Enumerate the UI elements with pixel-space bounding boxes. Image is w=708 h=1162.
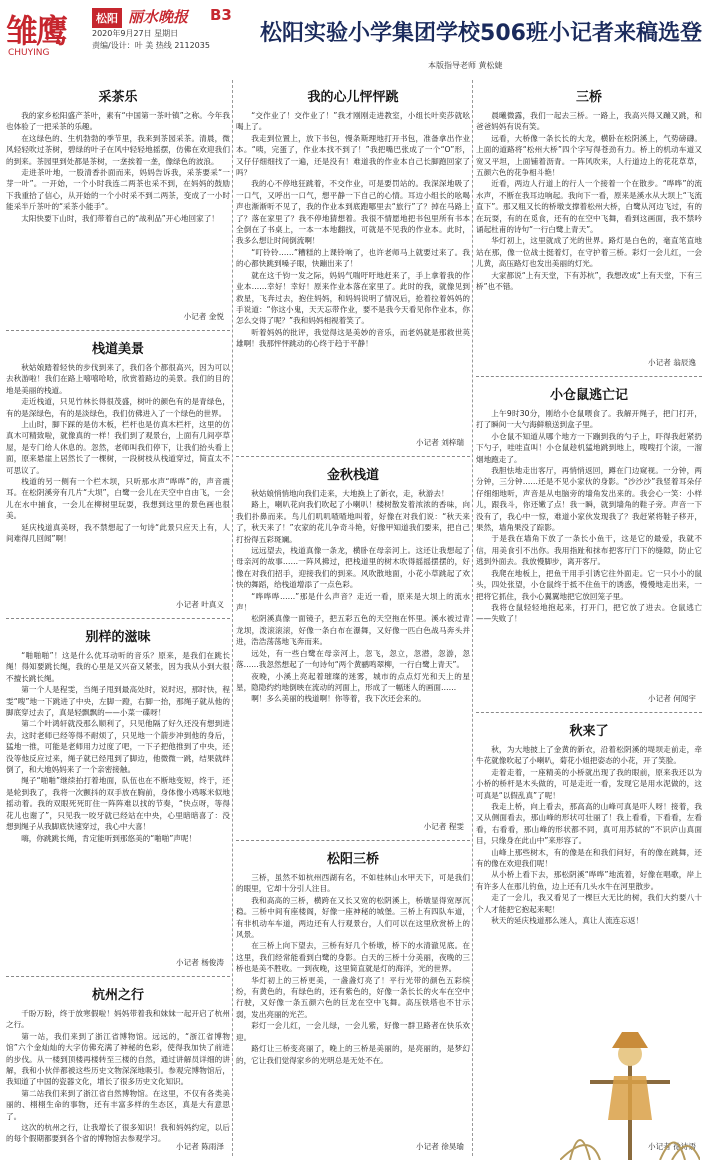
article-paragraph: “叮铃铃……”糟糕的上课铃响了，也许老师马上就要过来了。我的心都快跳到嗓子眼，快蹦出来了！ [236, 247, 470, 269]
article-paragraph: 在三桥上向下望去，三桥有好几个桥墩，桥下的水清澈见底。在这里，我们经常能看到白鹭的身影。白天的三桥十分美丽，夜晚的三桥也是美不胜收。一到夜晚，这里简直就是灯的海洋，光的世界。 [236, 941, 470, 974]
article-jin-qiu-zhan-dao [236, 458, 470, 836]
article-paragraph: 我走到位置上，放下书包，慢条斯理地打开书包，准备拿出作业本。“咦，完蛋了，作业本找不到了！”我把嘴巴张成了一个“O”形，又仔仔细细找了一遍，还是没有！难道我的作业本自己长脚跑回家了吗？ [236, 133, 470, 178]
article-paragraph: 大家都说“上有天堂，下有苏杭”，我想改成“上有天堂，下有三桥”也不错。 [476, 270, 702, 292]
column-2 [236, 80, 470, 1156]
article-byline: 小记者 徐诗语 [648, 1142, 696, 1151]
article-byline: 小记者 翁辰逸 [648, 358, 696, 367]
article-bie-yang-de-zi-wei [6, 620, 230, 972]
article-paragraph: 路上，喇叭花向我们吹起了小喇叭！楼树散发着浓浓的香味，向我们扑鼻而来。鸟儿们叽叽喳喳地叫着，好像在对我们说：“秋天来了，秋天来了！”农家的花儿争奇斗艳，好像甲知道我们要来，把自己打扮得五彩斑斓。 [236, 500, 470, 544]
article-paragraph: 我爬在地板上，把鱼干用手引诱它往外面走。它一只小小的鼠头，四处张望，小仓鼠终于抵不住鱼干的诱惑，慢慢地走出来，一把将它抓住，我小心翼翼地把它放回笼子里。 [476, 568, 702, 601]
article-paragraph: 远看，大桥像一条长长的大龙，横卧在松阴溪上，气势磅礴。上面的道路将“松州大桥”四个字写得苍劲有力。桥上的机动车道又宽又平坦，上面铺着沥青。一阵风吹来，人行道边上的花花草草，五颜六色的花争相斗艳！ [476, 133, 702, 178]
article-paragraph: 我的家乡松阳盛产茶叶，素有“中国第一茶叶镇”之称。今年我也体验了一把采茶的乐趣。 [6, 111, 230, 132]
article-paragraph: 上午9时30分，刚给小仓鼠喂食了。我解开绳子，把门打开，打了瞬间一大勺海鲜粮送到盒子里。 [476, 409, 702, 430]
logo-text: 雏鹰 [6, 12, 67, 50]
column-3 [476, 80, 702, 1156]
article-paragraph: 栈道的另一侧有一个栏木坝，只听那水声“哗哗”的，声音震耳。在松阴溪旁有几片“大坝”，白鹭一会儿在天空中自由飞，一会儿在水中捕食，一会儿在柳树里玩耍，我想到这里的景色画也很美。 [6, 477, 230, 521]
article-paragraph: 秋姑娘踏着轻快的步伐到来了，我们各个都很高兴，因为可以去秋游啦！我们在路上嘻嘻哈哈，欣赏着路边的美景。我们的目的地是美丽的栈道。 [6, 363, 230, 395]
page-header [0, 0, 708, 70]
article-xiao-cang-shu-tao-wang-ji [476, 378, 702, 708]
article-paragraph: 第一个人是程雯，当绳子甩到最高处时，说时迟，那时快，程雯“嗖”地一下跳进了中央，左脚一蹬，右脚一抬，那绳子就从他的脚底穿过去了，真是轻飘飘的——小菜一碟呀！ [6, 685, 230, 718]
article-songyang-san-qiao [236, 842, 470, 1156]
article-title: 秋来了 [569, 724, 609, 739]
article-title: 采茶乐 [98, 90, 138, 105]
article-paragraph: 走了一会儿，我又看见了一棵巨大无比的树，我们大约要八十个人才能把它抱起来呢！ [476, 893, 702, 914]
article-paragraph: 上山时，脚下踩的是仿木板，栏杆也是仿真木栏杆，这里的仿真木可精致啦，就像真的一样！我们到了观景台，上面有几间亭草屋，是专门给人休息的。忽然，老师叫我们停下，让我们抬头看上面，原来悬崖上居然长了一棵树，一段树枝从栈道穿过，简直太不可思议了。 [6, 420, 230, 475]
article-paragraph: 绳子“啪啪”继续拍打着地面，队伍也在不断地变短，终于，还是轮到我了，我将一次颤抖的双手放在胸前，身体像小鸡啄米似地摇动着。我的双眼死死盯住一阵阵难以找的节奏，“快点呀，等得花儿也谢了”，只见我一咬牙就已经站在中央，心里暗暗喜了：没想到绳子从我脚底快速穿过，我心中大喜！ [6, 776, 230, 832]
column-divider [232, 80, 233, 1156]
article-title: 松阳三桥 [326, 852, 379, 867]
article-paragraph: 这次的杭州之行，让我增长了很多知识！我和妈妈约定，以后的每个假期都要到各个省的博物馆去参观学习。 [6, 1123, 230, 1144]
article-byline: 小记者 徐昊瑜 [416, 1142, 464, 1151]
article-paragraph: 山峰上那些树木，有的像是在和我们问好，有的像在跳舞，还有的像在欢迎我们呢！ [476, 847, 702, 869]
article-title: 我的心儿怦怦跳 [307, 90, 399, 105]
article-paragraph: 松阴溪真像一面镜子，把五彩五色的天空拖在怀里。溪水被过青龙坝，泼滚滚滚，好像一条白布在瀑舞，又好像一匹白色战马奔头并进，浩浩荡荡地飞奔而来。 [236, 614, 470, 647]
article-zhan-dao-mei-jing [6, 332, 230, 614]
chuying-logo [6, 6, 88, 62]
article-paragraph: 近看，两边人行道上的行人一个接着一个在散步。“哗哗”的流水声，不断在我耳边响起。我向下一看，原来是溪水从大坝上“飞流直下”。那又粗又长的桥墩支撑着松州大桥，白鹭从河边飞过，有的在玩耍，有的在觅食，还有的在空中飞舞，看到这画面，我不禁吟诵起杜甫的诗句“一行白鹭上青天”。 [476, 179, 702, 235]
logo-subtext: CHUYING [8, 48, 50, 58]
article-paragraph: 路灯让三桥变亮丽了，晚上的三桥是美丽的，是亮丽的，是梦幻的，它让我们觉得家乡的光明总是无处不在。 [236, 1044, 470, 1065]
article-paragraph: 听着妈妈的批评，我觉得这是美妙的音乐，而老妈就是那救世英雄啊！我那怦怦跳动的心终于趋于平静！ [236, 327, 470, 349]
article-divider [236, 456, 470, 457]
article-paragraph: 夜晚，小溪上亮起着璀璨的迷雾，城市的点点灯光和天上的星星，隐隐约约地倒映在流动的河面上，形成了一幅迷人的画面…… [236, 671, 470, 692]
article-paragraph: 在这绿色的、生机勃勃的季节里，我来到茶园采茶。清晨，微风轻轻吹过茶树，碧绿的叶子在风中轻轻地摇摆，仿佛在欢迎我们的到来。茶园里到处都是茶树，一垄挨着一垄，像绿色的波浪。 [6, 133, 230, 166]
article-divider [6, 976, 230, 977]
article-paragraph: “交作业了！交作业了！”我才刚刚走进教室，小组长叶奕莎就吆喝上了。 [236, 111, 470, 132]
article-paragraph: 我走上桥，向上看去，那高高的山峰可真是吓人呀！接着，我又从侧面看去，那山峰的形状可壮丽了！我上看看，下看看，左看看，右看看，那山峰的形状都不同，真可用苏轼的“不识庐山真面目，只缘身在此山中”来形容了。 [476, 802, 702, 846]
article-title: 别样的滋味 [85, 630, 151, 645]
article-byline: 小记者 金悦 [183, 312, 224, 321]
article-paragraph: 远远望去，栈道真像一条龙，横卧在母亲河上。这还让我想起了母亲河的故事……一阵风拂过，把栈道里的树木吹得摇摇摆摆的，好像在对我们招手，迎接我们的到来。风吹散地面，小花小草跳起了欢快的舞蹈，给栈道增添了一点色彩。 [236, 546, 470, 590]
article-title: 小仓鼠逃亡记 [549, 388, 628, 403]
article-byline: 小记者 程雯 [423, 822, 464, 831]
article-paragraph: 华灯初上，这里就成了光的世界。路灯是白色的，毫直笔直地站在那，像一位战士挺着灯，在守护着三桥。彩灯一会儿红，一会儿黄，高压路灯也发出美丽的灯光。 [476, 236, 702, 269]
article-paragraph: 第一站，我们来到了浙江省博物馆。远远的，“浙江省博物馆”六个金灿灿的大字仿佛充满了神秘的色彩，使得我加快了前进的步伐。从一楼到顶楼再楼转至三楼的自然，通过讲解员详细的讲解，我和小伙伴都被这些历史文物深深地吸引。参观完博物馆后，我知道了中国的瓷器文化，增长了很多历史文化知识。 [6, 1031, 230, 1087]
article-paragraph: 我和高高的三桥，横跨在又长又宽的松阴溪上，桥墩显得宽厚沉稳。三桥中间有座楼阁，好像一座神秘的城堡。三桥上有四队车道，有非机动车车道，两边还有人行观景台，人们可以在这里欣赏桥上的风景。 [236, 895, 470, 940]
article-paragraph: 彩灯一会儿红，一会儿绿，一会儿紫，好像一群卫路者在快乐欢迎。 [236, 1021, 470, 1042]
article-san-qiao [476, 80, 702, 372]
article-paragraph: 延庆栈道真美呀，我不禁想起了一句诗“此景只应天上有，人间难得几回闻”啊！ [6, 522, 230, 544]
issue-date: 2020年9月27日 星期日 [92, 29, 179, 38]
article-paragraph: 于是我在墙角下放了一条长小鱼干，这是它的最爱，我就不信，用美食引不出你。我用指趾和抹布把客厅门下的缝隙，防止它逃到外面去。我放慢脚步，离开客厅。 [476, 534, 702, 567]
advisor-line: 本版指导老师 黄松婕 [428, 61, 503, 70]
scarecrow-illustration [560, 1020, 700, 1160]
article-divider [6, 618, 230, 619]
article-hangzhou-zhi-xing [6, 978, 230, 1156]
article-paragraph: 走着走着，一座精美的小桥就出现了我的眼前，原来我还以为小桥的桥杆是木头做的，可是走近一看，发现它是用水泥做的，这可真是“以假乱真”了呢！ [476, 767, 702, 800]
article-title: 金秋栈道 [326, 468, 379, 483]
article-paragraph: 第二个叶鸿轩就没那么顺利了，只见他隔了好久还没有想到进去，这时老师已经等得不耐烦了，只见地一个箭步冲到他的身后，猛地一推，可能是老师用力过度了吧，一下子把他推到了中央，还没等他反应过来，绳子就已经甩到了脚边，他微微一跳，结果就绊倒了，和大地妈妈来了一个亲密接触。 [6, 719, 230, 775]
article-paragraph: 小仓鼠不知道从哪个地方一下蹦到我的勺子上，吓得我赶紧扔下勺子，哇哇直叫！小仓鼠趁机猛地跳到地上，嗖嗖打个滚，一溜烟地跑走了。 [476, 431, 702, 464]
region-badge: 松阳 [92, 8, 122, 28]
article-paragraph: 第二站我们来到了浙江省自然博物馆。在这里，不仅有各类美丽的、栩栩生命的事物，还有丰富多样的生态区，真是大有意思了。 [6, 1088, 230, 1121]
article-cai-cha-le [6, 80, 230, 326]
article-divider [236, 840, 470, 841]
article-paragraph: “啪啪啪”！这是什么优耳动听的音乐？原来，是我们在跳长绳！得知要跳长绳，我的心里是又兴奋又紧张，因为我从小到大很不擅长跳长绳。 [6, 651, 230, 683]
page-number: B3 [210, 6, 232, 24]
article-paragraph: 三桥，虽然不如杭州西湖有名，不如桂林山水甲天下，可是我们的眼里，它却十分引人注目。 [236, 873, 470, 894]
article-paragraph: 秋姑娘悄悄地向我们走来，大地换上了新衣，走，秋游去！ [251, 489, 449, 498]
column-divider [472, 80, 473, 1156]
article-title: 三桥 [575, 90, 602, 105]
column-1 [6, 80, 230, 1156]
article-paragraph: 太阳快要下山时，我们带着自己的“战利品”开心地回家了！ [21, 213, 219, 223]
article-paragraph: 远处，有一些白鹭在母亲河上，忽飞，忽立，忽潜，忽游，忽落……我忽然想起了一句诗句“两个黄鹂鸣翠柳，一行白鹭上青天”。 [236, 648, 470, 670]
article-paragraph: “哗哗哗……”那是什么声音？走近一看，原来是大坝上的流水声！ [236, 591, 470, 613]
article-paragraph: 秋，为大地披上了金黄的新衣，沿着松阴溪的堤坝走前走，牵牛花就像吹起了小喇叭，菊花小姐把姿态的小花，开了笑脸。 [476, 745, 702, 766]
article-paragraph: 走进茶叶地，一股清香扑面而来，妈妈告诉我，采茶要采“一芽一叶”。一开始，一个小时我连二两茶也采不到，在妈妈的鼓励下我重拾了信心，从开始的一个小时采不到二两茶，变成了一小时能采半斤茶叶的“采茶小能手”。 [6, 168, 230, 212]
article-byline: 小记者 陈雨泽 [176, 1142, 224, 1151]
newspaper-name: 丽水晚报 [128, 8, 189, 26]
article-paragraph: 从小桥上看下去，那松阴溪“哗哗”地流着，好像在唱歌，岸上有许多人在那儿钓鱼，边上还有几头水牛在河里散步。 [476, 870, 702, 891]
article-divider [6, 330, 230, 331]
article-byline: 小记者 刘梓瑞 [416, 438, 464, 447]
page-headline: 松阳实验小学集团学校506班小记者来稿选登 [260, 21, 702, 46]
article-divider [476, 712, 702, 713]
article-xin-er-peng-peng-tiao [236, 80, 470, 452]
article-paragraph: 千盼万盼，终于放寒假啦！妈妈带着我和妹妹一起开启了杭州之行。 [6, 1009, 230, 1030]
article-paragraph: 就在这千钧一发之际，妈妈气喘吁吁地赶来了，手上拿着我的作业本……幸好！幸好！原来作业本落在家里了。此时的我，就像见到救星，飞奔过去，抱住妈妈，和妈妈说明了情况后，抢着拉着妈妈的手说道：“你这小鬼，天天忘带作业，要不是我今天看见你作业本，你怎么交得了呢？”我和妈妈相视着笑了。 [236, 270, 470, 326]
article-paragraph: 晨曦微露，我们一起去三桥。一路上，我高兴得又蹦又跳，和爸爸妈妈有说有笑。 [476, 111, 702, 132]
article-paragraph: 我将仓鼠轻轻地抱起来，打开门，把它放了进去。仓鼠逃亡——失败了！ [476, 602, 702, 624]
article-byline: 小记者 叶真义 [176, 600, 224, 609]
editor-line: 责编/设计：叶 美 热线 2112035 [92, 41, 210, 50]
article-paragraph: 我的心不停地狂跳着，不交作业，可是要罚站的。我深深地吸了一口气，又呼出一口气，想平静一下自己的心情。耳边小组长的吆喝声也渐渐听不见了，我的作业本到底跑哪里去“旅行”了？掉在马路上了？落在家里了？我不停地猜想着。我很不情愿地把书包里所有书本全倒在了书桌上，一本一本地翻找，可就是不见我的作业本。此时，我多么想让时间倒流啊！ [236, 179, 470, 246]
article-paragraph: 秋天的延庆栈道那么迷人，真让人流连忘返！ [491, 916, 644, 926]
article-paragraph: 啊！多么美丽的栈道啊！你等着，我下次还会来的。 [251, 694, 426, 704]
article-title: 杭州之行 [91, 988, 144, 1003]
article-divider [476, 376, 702, 377]
article-byline: 小记者 杨俊涛 [176, 958, 224, 967]
article-title: 栈道美景 [91, 342, 144, 357]
article-paragraph: 我胆怯地走出客厅，再悄悄返回，蹲在门边窥视。一分钟，两分钟，三分钟……还是不见小家伙的身影。“沙沙沙”我竖着耳朵仔仔细细地听，声音是从电脑旁的墙角发出来的。我会心一笑：小样儿，跟我斗，你还嫩了点！我一瞬，就到墙角的鞋子旁。声音一下没有了，我心中一惊，难道小家伙发现我了？我赶紧将鞋子移开，果然，墙角果没了踪影。 [476, 466, 702, 533]
article-byline: 小记者 何闻宇 [648, 694, 696, 703]
article-paragraph: 嗨，你跳跳长绳，肯定能听到那悠美的“啪啪”声呢！ [21, 833, 197, 843]
article-paragraph: 走近栈道，只见竹林长得很茂盛，树叶的颜色有的是青绿色，有的是深绿色，有的是淡绿色，我们仿佛进入了一个绿色的世界。 [6, 397, 230, 418]
article-paragraph: 华灯初上的三桥更美，一盏盏灯亮了！平行光带的颜色五彩缤纷，有黄色的，有绿色的，还有紫色的，好像一条长长的火车在空中行驶，又好像一条五颜六色的巨龙在空中飞舞。高压铁塔也不甘示弱，发出亮丽的光芒。 [236, 975, 470, 1019]
